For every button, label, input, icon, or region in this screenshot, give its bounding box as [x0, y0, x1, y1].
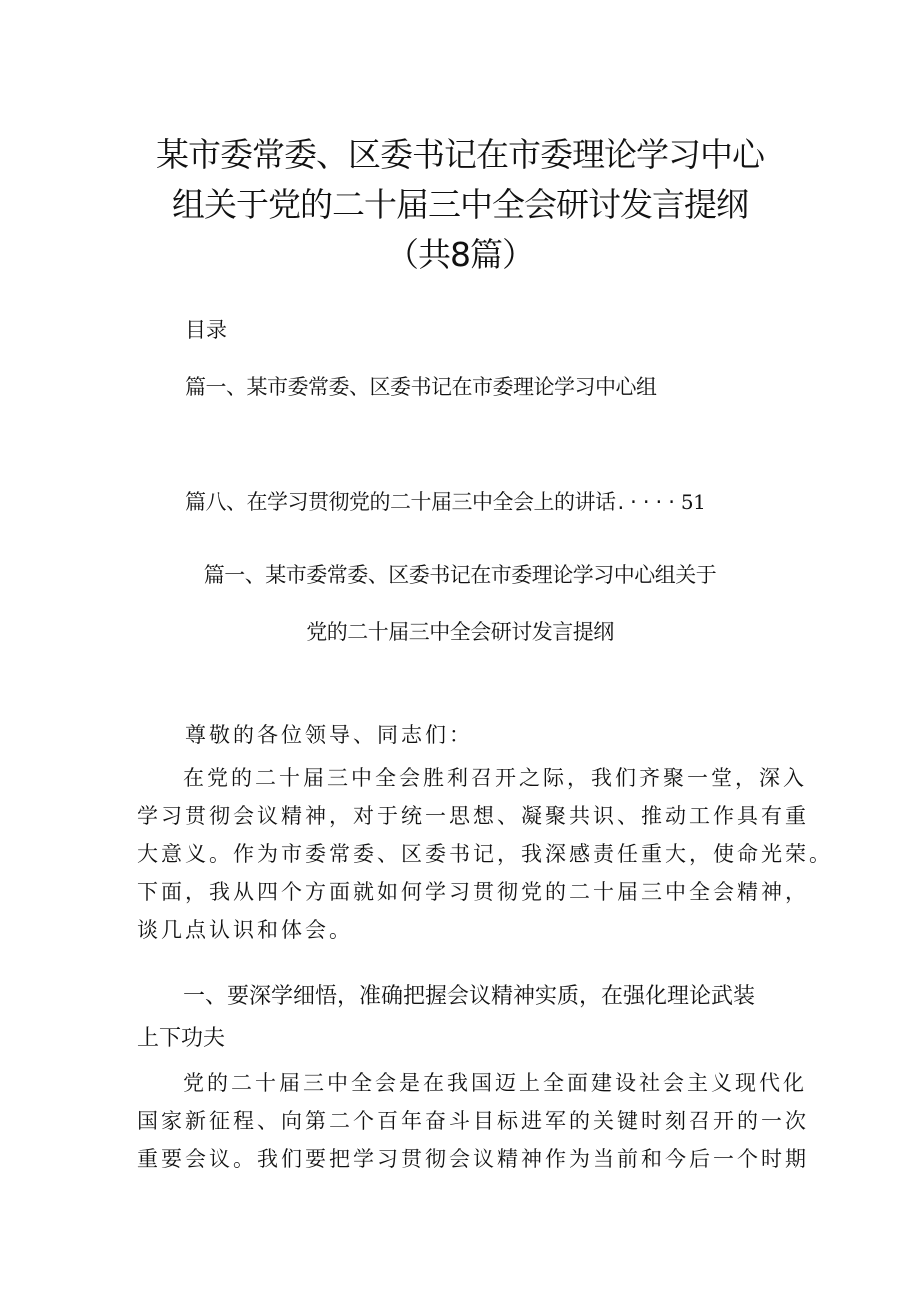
section-title-line-2: 党的二十届三中全会研讨发言提纲	[306, 620, 614, 644]
paragraph-line: 大意义。作为市委常委、区委书记，我深感责任重大，使命光荣。	[137, 842, 833, 866]
paragraph-line: 谈几点认识和体会。	[137, 918, 353, 942]
title-line-2: 组关于党的二十届三中全会研讨发言提纲	[172, 185, 748, 224]
toc-heading: 目录	[185, 318, 227, 342]
toc-entry-label: 篇一、某市委常委、区委书记在市委理论学习中心组	[185, 375, 657, 399]
toc-entry[interactable]	[185, 373, 657, 401]
paragraph-2	[137, 1064, 809, 1178]
title-line-3: （共8篇）	[386, 235, 534, 274]
paragraph-line: 党的二十届三中全会是在我国迈上全面建设社会主义现代化	[183, 1071, 807, 1095]
salutation: 尊敬的各位领导、同志们：	[185, 723, 473, 747]
section-title-line-1: 篇一、某市委常委、区委书记在市委理论学习中心组关于	[203, 563, 717, 587]
title-line-1: 某市委常委、区委书记在市委理论学习中心	[156, 135, 764, 174]
subheading-line: 一、要深学细悟，准确把握会议精神实质，在强化理论武装	[183, 984, 756, 1009]
subheading-line: 上下功夫	[137, 1026, 226, 1051]
paragraph-line: 在党的二十届三中全会胜利召开之际，我们齐聚一堂，深入	[183, 766, 807, 790]
paragraph-line: 国家新征程、向第二个百年奋斗目标进军的关键时刻召开的一次	[137, 1109, 809, 1133]
subheading-1	[137, 976, 797, 1060]
paragraph-line: 学习贯彻会议精神，对于统一思想、凝聚共识、推动工作具有重	[137, 804, 809, 828]
paragraph-line: 下面，我从四个方面就如何学习贯彻党的二十届三中全会精神，	[137, 880, 809, 904]
toc-entry[interactable]	[185, 488, 705, 516]
paragraph-1	[137, 759, 833, 949]
toc-entry-label: 篇八、在学习贯彻党的二十届三中全会上的讲话	[185, 490, 616, 514]
document-title	[0, 130, 920, 280]
toc-page-number: 51	[680, 490, 706, 514]
paragraph-line: 重要会议。我们要把学习贯彻会议精神作为当前和今后一个时期	[137, 1147, 809, 1171]
toc-leader-dots: .····	[617, 490, 681, 514]
